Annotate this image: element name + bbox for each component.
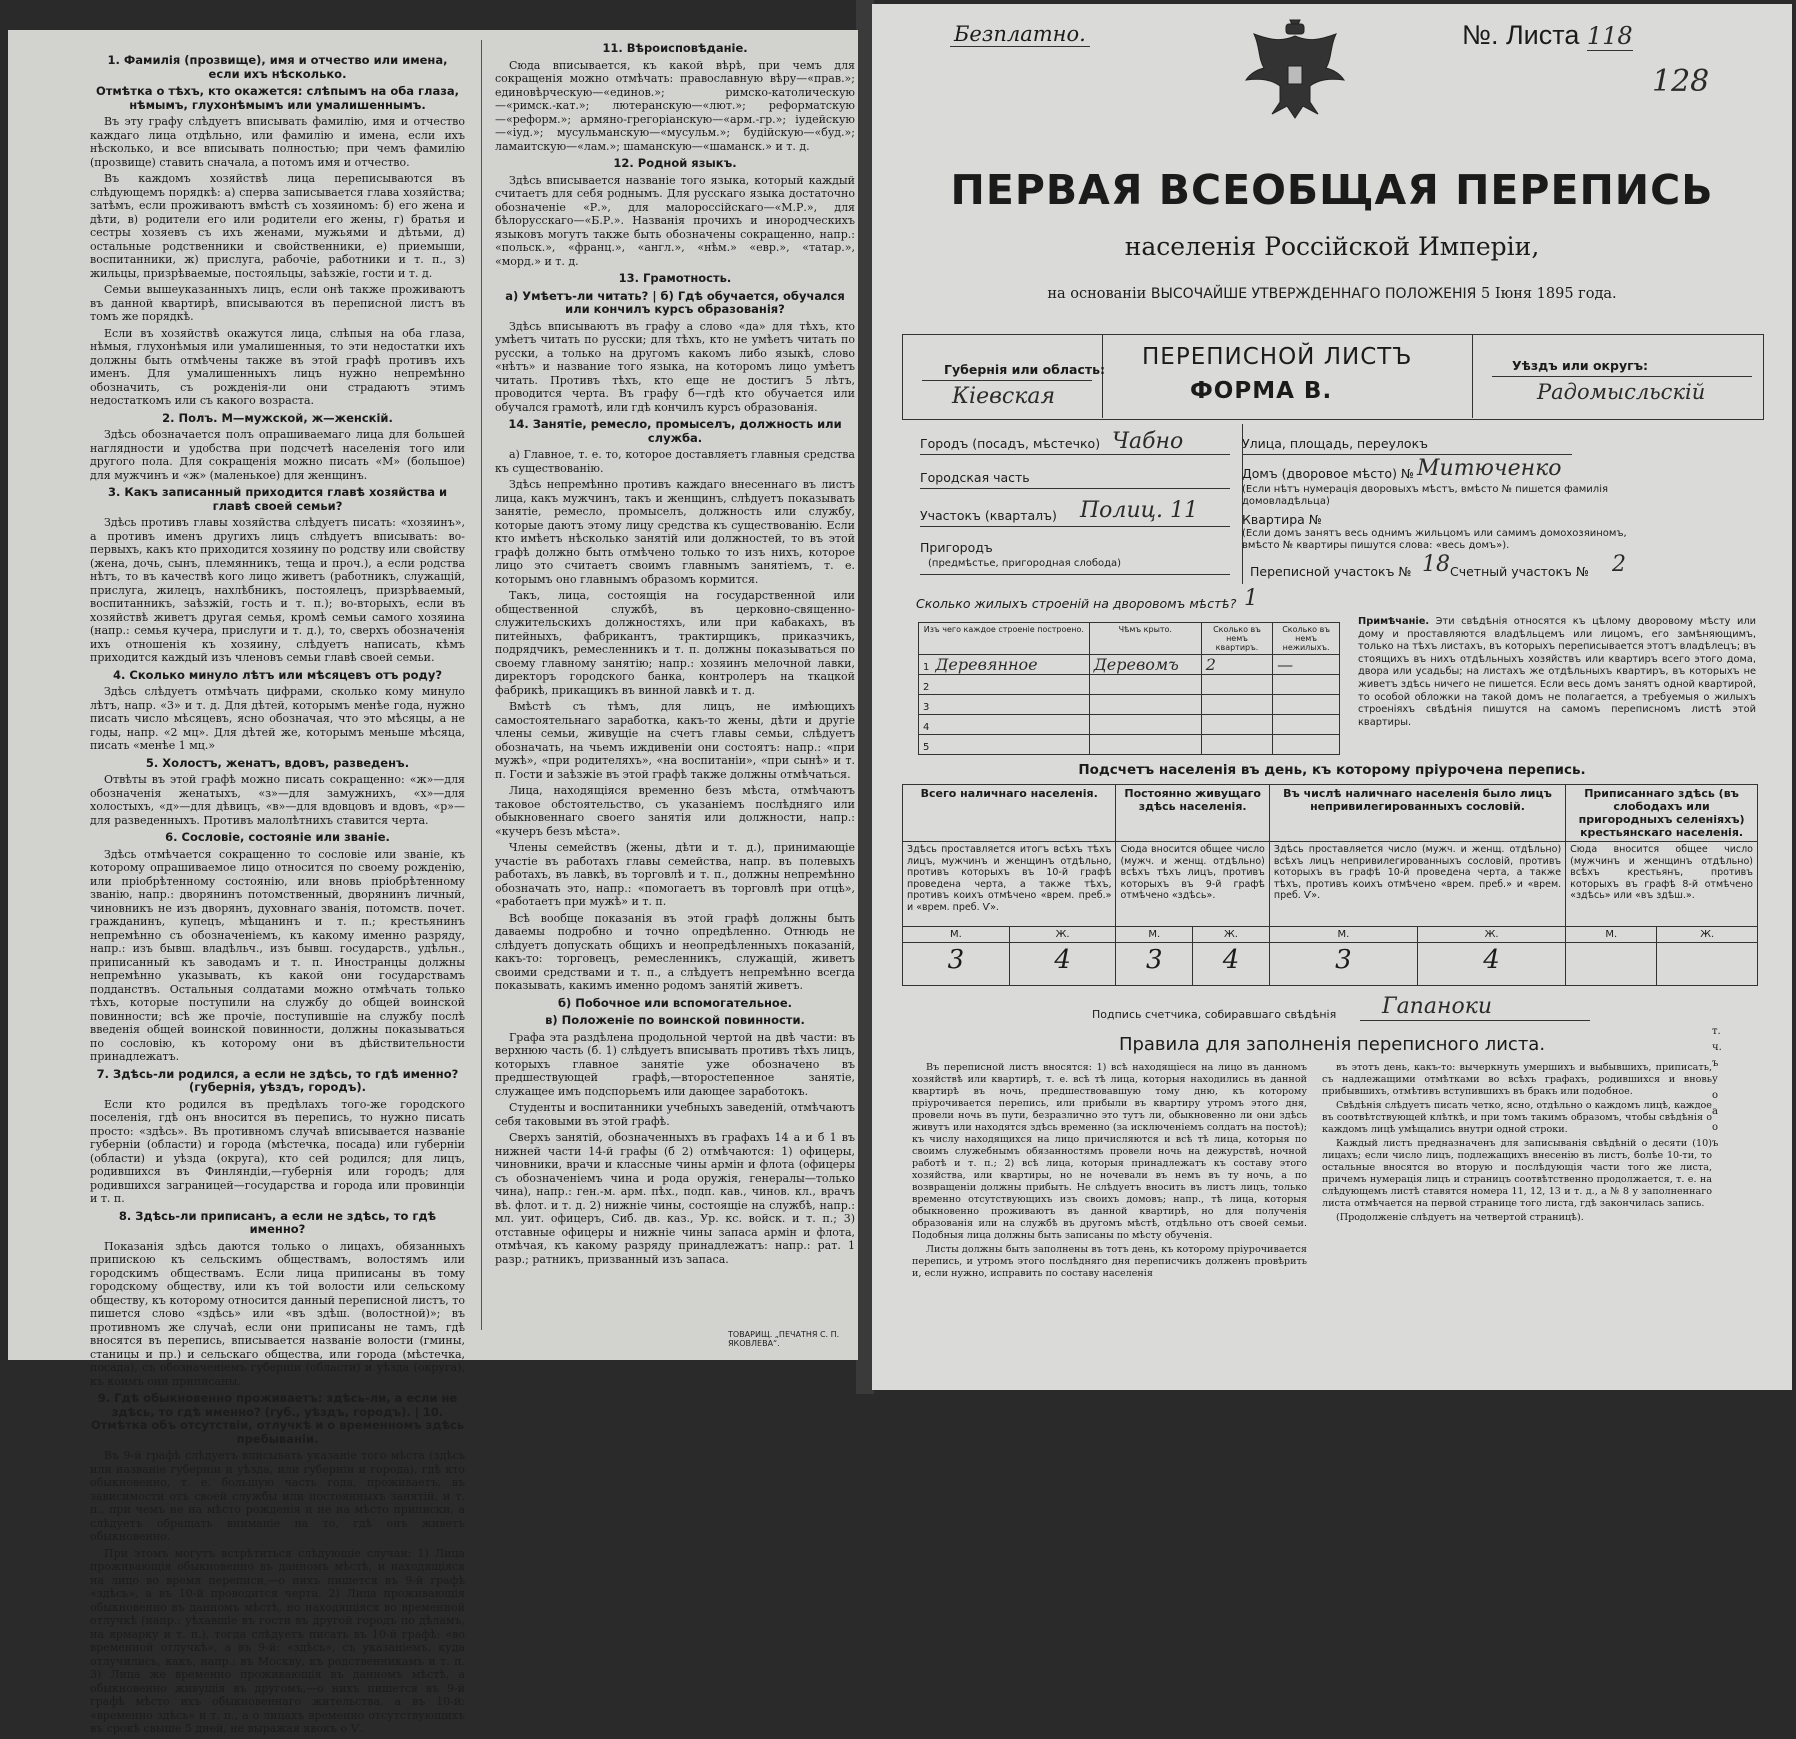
rule-paragraph: въ этотъ день, какъ-то: вычеркнуть умершихъ и выбывшихъ, приписать, съ надлежащими отмѣтками во всѣхъ графахъ, родившихся и вновь прибывшихъ, отмѣтивъ вступившихъ въ бракъ или подобное. — [1322, 1062, 1712, 1097]
city-label: Городъ (посадъ, мѣстечко) — [920, 436, 1101, 451]
instruction-paragraph: Всѣ вообще показанія въ этой графѣ должны быть даваемы подробно и точно опредѣленно. Отнюдь не слѣдуетъ допускать общихъ и неопредѣленныхъ показаній, какъ-то: торговецъ, ремесленникъ, служащій, живетъ своими средствами и т. п., а слѣдуетъ непремѣнно всегда показывать, какимъ именно родомъ занятій живетъ. — [495, 911, 855, 992]
margin-notes — [1712, 1024, 1752, 1152]
buildings-header-cell: Изъ чего каждое строеніе построено. — [919, 623, 1090, 655]
instruction-paragraph: Показанія здѣсь даются только о лицахъ, обязанныхъ припискою къ сельскимъ обществамъ, волостямъ или городскимъ обществамъ. Если лица приписаны въ тому городскому обществу, или къ той волости или сельскому обществу, къ которому относится данный переписной листъ, то пишется слово «здѣсь» или «въ здѣш. (волостной)»; въ противномъ же случаѣ, если они приписаны не тамъ, гдѣ вносятся въ перепись, вписывается названіе волости (гмины, станицы и пр.) и сельскаго общества, или города (мѣстечка, посада), съ обозначеніемъ губерніи (области) и уѣзда (округа), къ коимъ они приписаны. — [90, 1239, 465, 1388]
section-heading: 4. Сколько минуло лѣтъ или мѣсяцевъ отъ роду? — [113, 667, 442, 682]
row-number: 5 — [923, 742, 930, 753]
female-label: Ж. — [1657, 927, 1758, 943]
count-description-cell: Здѣсь проставляется итогъ всѣхъ тѣхъ лицъ, мужчинъ и женщинъ отдѣльно, противъ которыхъ въ 10-й графѣ проведена черта, а также тѣхъ, противъ коихъ отмѣчено «врем. преб.» и «врем. преб. Ѵ». — [903, 842, 1116, 927]
count-header-cell: Въ числѣ наличнаго населенія было лицъ непривилегированныхъ сословій. — [1269, 785, 1565, 842]
count-values-row — [903, 943, 1758, 986]
count-description-cell: Сюда вносится общее число (мужчинъ и женщинъ отдѣльно) всѣхъ крестьянъ, противъ которыхъ въ графѣ 8-й отмѣчено «здѣсь» или «въ здѣш.». — [1566, 842, 1758, 927]
instructions-column-1 — [90, 50, 465, 1739]
sheet-number-handwritten: 118 — [1586, 22, 1633, 50]
instruction-paragraph: Здѣсь вписывается названіе того языка, который каждый считаетъ для себя роднымъ. Для русскаго языка достаточно обозначеніе «Р.», для малороссійскаго—«М.Р.», для бѣлорусскаго—«Б.Р.». Названія прочихъ и инородческихъ языковъ могутъ также быть обозначены сокращенно, напр.: «польск.», «франц.», «англ.», «нѣм.» «евр.», «татар.», «морд.» и т. д. — [495, 173, 855, 268]
count-header-row — [903, 785, 1758, 842]
imperial-eagle-icon — [1242, 14, 1348, 124]
instruction-paragraph: Здѣсь обозначается полъ опрашиваемаго лица для большей наглядности и удобства при подсчетѣ населенія того или другого пола. Для сокращенія можно писать «М» (большое) для мужчинъ и «ж» (маленькое) для женщинъ. — [90, 428, 465, 482]
instruction-paragraph: Сюда вписывается, къ какой вѣрѣ, при чемъ для сокращенія можно отмѣчать: православную вѣру—«прав.»; единовѣрческую—«единов.»; римско-католическую—«римск.-кат.»; лютеранскую—«лют.»; реформатскую—«реформ.»; армяно-грегоріанскую—«арм.-гр.»; іудейскую—«іуд.»; мусульманскую—«мусульм.»; будійскую—«буд.»; ламаитскую—«лам.»; шаманскую—«шаманск.» и т. д. — [495, 58, 855, 153]
section-heading: 1. Фамилія (прозвище), имя и отчество или имена, если ихъ нѣсколько. — [107, 53, 448, 81]
margin-note: ъ — [1712, 1138, 1719, 1149]
precinct-value: Полиц. 11 — [1080, 498, 1198, 523]
rule-paragraph: (Продолженіе слѣдуетъ на четвертой страницѣ). — [1336, 1212, 1584, 1223]
instruction-paragraph: Графа эта раздѣлена продольной чертой на двѣ части: въ верхнюю часть (б. 1) слѣдуетъ вписывать противъ тѣхъ лицъ, которыхъ главное занятіе уже обозначено въ предшествующей графѣ,—второстепенное занятіе, служащее имъ подспорьемъ или дающее заработокъ. — [495, 1030, 855, 1098]
instruction-paragraph: Здѣсь вписываютъ въ графу а слово «да» для тѣхъ, кто умѣетъ читать по русски; для тѣхъ, кто не умѣетъ читать по русски, а только на другомъ какомъ либо языкѣ, слово «нѣтъ» и название того языка, на которомъ лицо умѣетъ читать. Противъ тѣхъ, кто еще не достигъ 5 лѣтъ, проводится черта. Въ графу б—гдѣ кто обучается или обучался грамотѣ, или гдѣ кончилъ курсъ образованія. — [495, 319, 855, 414]
precinct-underline — [920, 526, 1230, 527]
apartment-note: (Если домъ занятъ весь однимъ жильцомъ или самимъ домохозяиномъ, вмѣсто № квартиры пишутся слова: «весь домъ»). — [1242, 528, 1627, 551]
rules-title: Правила для заполненія переписного листа. — [1118, 1034, 1546, 1055]
count-district-label: Счетный участокъ № — [1450, 564, 1589, 579]
margin-note: о — [1712, 1122, 1719, 1133]
female-count: 4 — [1418, 943, 1566, 986]
street-label: Улица, площадь, переулокъ — [1242, 436, 1428, 451]
instruction-paragraph: Студенты и воспитанники учебныхъ заведеній, отмѣчаютъ себя таковыми въ этой графѣ. — [495, 1101, 855, 1128]
female-label: Ж. — [1193, 927, 1270, 943]
census-legal-basis — [872, 286, 1792, 302]
column-divider — [481, 40, 482, 1330]
house-value: Митюченко — [1417, 456, 1562, 481]
sheet-number-handwritten-2: 128 — [1652, 64, 1710, 99]
sheet-number-label: №. Листа — [1462, 20, 1580, 50]
instruction-paragraph: а) Главное, т. е. то, которое доставляетъ главныя средства къ существованію. — [495, 448, 855, 475]
row-number: 3 — [923, 702, 930, 713]
buildings-header-cell: Сколько въ немъ нежилыхъ. — [1273, 623, 1340, 655]
margin-note: о — [1712, 1090, 1719, 1101]
header-divider-right — [1472, 334, 1473, 418]
section-heading: Отмѣтка о тѣхъ, кто окажется: слѣпымъ на оба глаза, нѣмымъ, глухонѣмымъ или умалишеннымъ. — [95, 84, 460, 112]
count-district-value: 2 — [1612, 552, 1626, 577]
city-part-underline — [920, 488, 1230, 489]
instruction-paragraph: Такъ, лица, состоящія на государственной или общественной службѣ, въ церковно-священно-служительскихъ должностяхъ, или при кабакахъ, въ питейныхъ, фабрикантъ, трактирщикъ, приказчикъ, подрядчикъ, ремесленникъ и т. п. должны показываться по своему главному занятію; напр.: хозяинъ мелочной лавки, директоръ городского банка, контролеръ на ткацкой фабрикѣ, прикащикъ въ винной лавкѣ и т. д. — [495, 589, 855, 697]
sheet-number — [1462, 20, 1633, 51]
buildings-table — [918, 622, 1340, 755]
section-heading: 9. Гдѣ обыкновенно проживаетъ: здѣсь-ли, а если не здѣсь, то гдѣ именно? (губ., уѣздъ, городъ). | 10. Отмѣтка объ отсутствіи, отлучкѣ и о временномъ здѣсь пребываніи. — [90, 1391, 465, 1446]
rule-paragraph: Свѣдѣнія слѣдуетъ писать четко, ясно, отдѣльно о каждомъ лицѣ, каждое въ соотвѣтствующей клѣткѣ, и при томъ такимъ образомъ, чтобы свѣдѣнія о каждомъ лицѣ умѣщались внутри одной строки. — [1322, 1100, 1712, 1135]
buildings-header-cell: Сколько въ немъ квартиръ. — [1201, 623, 1272, 655]
buildings-note — [1358, 616, 1756, 729]
basis-suffix: 5 Іюня 1895 года. — [1481, 286, 1617, 302]
section-heading: а) Умѣетъ-ли читать? | б) Гдѣ обучается, обучался или кончилъ курсъ образованія? — [505, 288, 845, 316]
section-heading: 13. Грамотность. — [618, 271, 732, 285]
section-heading: 5. Холостъ, женатъ, вдовъ, разведенъ. — [145, 755, 410, 770]
margin-note: у — [1712, 1074, 1718, 1085]
buildings-cell-roof: Деревомъ — [1093, 655, 1179, 674]
street-underline — [1242, 454, 1572, 455]
section-heading: 3. Какъ записанный приходится главѣ хозяйства и главѣ своей семьи? — [107, 485, 448, 513]
male-label: М. — [1566, 927, 1657, 943]
instruction-paragraph: Здѣсь противъ главы хозяйства слѣдуетъ писать: «хозяинъ», а противъ именъ другихъ лицъ слѣдуетъ вписывать: во-первыхъ, какъ кто приходится хозяину по родству или свойству (жена, дочь, сынъ, племянникъ, теща и проч.), а если родства нѣтъ, то въ качествѣ кого лицо живетъ (работникъ, служащій, прислуга, жилецъ, нахлѣбникъ, постоялецъ, призрѣваемый, воспитанникъ, заѣзжій, гость и т. п.); во-вторыхъ, если въ хозяйствѣ живетъ другая семья, кромѣ семьи самого хозяина (напр.: семья кучера, прислуги и т. д.), то, сверхъ обозначенія ихъ отношенія къ хозяину, слѣдуетъ написать, кѣмъ приходится каждый изъ членовъ семьи главѣ своей семьи. — [90, 516, 465, 664]
count-description-row — [903, 842, 1758, 927]
province-label: Губернія или область: — [944, 362, 1106, 377]
province-underline — [922, 380, 1092, 381]
population-count-table — [902, 784, 1758, 986]
instruction-paragraph: Лица, находящіяся временно безъ мѣста, отмѣчаютъ таковое обстоятельство, съ указаніемъ послѣдняго или обыкновеннаго своего занятія или должности, напр.: «кучеръ безъ мѣста». — [495, 784, 855, 838]
section-heading: 8. Здѣсь-ли приписанъ, а если не здѣсь, то гдѣ именно? — [118, 1208, 437, 1236]
section-heading: 14. Занятіе, ремесло, промыселъ, должность или служба. — [508, 417, 842, 445]
signature-value: Гапаноки — [1382, 994, 1493, 1019]
signature-underline — [1360, 1020, 1590, 1021]
section-heading: б) Побочное или вспомогательное. — [557, 995, 792, 1010]
section-heading: 11. Вѣроисповѣданіе. — [602, 41, 748, 55]
male-label: М. — [1116, 927, 1193, 943]
instruction-paragraph: Отвѣты въ этой графѣ можно писать сокращенно: «ж»—для обозначенія женатыхъ, «з»—для замужнихъ, «х»—для холостыхъ, «д»—для дѣвицъ, «в»—для вдовцовъ и вдовъ, «р»—для разведенныхъ. Противъ малолѣтнихъ ставится черта. — [90, 773, 465, 827]
buildings-label: Сколько жилыхъ строеній на дворовомъ мѣстѣ? — [916, 596, 1237, 611]
table-row — [919, 695, 1340, 715]
female-count — [1657, 943, 1758, 986]
instruction-paragraph: Здѣсь непремѣнно противъ каждаго внесеннаго въ листъ лица, какъ мужчинъ, такъ и женщинъ, слѣдуетъ показывать занятіе, ремесло, промыселъ, должность или службу, которые даютъ этому лицу средства къ существованію. Если кто имѣетъ нѣсколько занятій или должностей, то въ этой графѣ должно быть отмѣчено только то изъ нихъ, которое лицо это считаетъ своимъ главнымъ занятіемъ, т. е. которымъ оно главнымъ образомъ кормится. — [495, 478, 855, 586]
district-label: Уѣздъ или округъ: — [1512, 358, 1649, 373]
instruction-paragraph: Если въ хозяйствѣ окажутся лица, слѣпыя на оба глаза, нѣмыя, глухонѣмыя или умалишенныя, то эти недостатки ихъ должны быть отмѣчены также въ этой графѣ противъ ихъ именъ. Для умалишенныхъ лицъ нужно непремѣнно обозначить, съ рожденія-ли они страдаютъ этимъ недостаткомъ или съ какого возраста. — [90, 326, 465, 407]
city-underline — [920, 454, 1230, 455]
buildings-note-title: Примѣчаніе. — [1358, 616, 1430, 627]
buildings-header-row — [919, 623, 1340, 655]
house-note: (Если нѣтъ нумерація дворовыхъ мѣстъ, вмѣсто № пишется фамилія домовладѣльца) — [1242, 484, 1608, 507]
city-value: Чабно — [1112, 429, 1184, 454]
census-subtitle: населенія Россійской Имперіи, — [1124, 232, 1540, 261]
buildings-header-cell: Чѣмъ крыто. — [1089, 623, 1201, 655]
buildings-cell-apts: 2 — [1205, 655, 1216, 674]
rule-paragraph: Каждый листъ предназначенъ для записыванія свѣдѣній о десяти (10) лицахъ; если число лицъ, подлежащихъ внесенію въ листъ, болѣе 10-ти, то остальные вносятся во вторую и послѣдующія части того же листа, причемъ нумерація лицъ и страницъ соотвѣтственно продолжается, т. е. на слѣдующемъ листѣ ставятся номера 11, 12, 13 и т. д., а № 8 у заполненнаго листа отмѣчается на первой странице того листа, гдѣ закончилась запись. — [1322, 1138, 1712, 1209]
margin-note: а — [1712, 1106, 1718, 1117]
free-of-charge-label: Безплатно. — [950, 22, 1090, 47]
suburb-underline — [920, 574, 1230, 575]
printer-imprint: ТОВАРИЩ. „ПЕЧАТНЯ С. П. ЯКОВЛЕВА“. — [728, 1330, 840, 1348]
suburb-note: (предмѣстье, пригородная слобода) — [928, 558, 1122, 569]
instruction-paragraph: Члены семействъ (жены, дѣти и т. д.), принимающіе участіе въ работахъ главы семейства, напр. въ полевыхъ работахъ, въ лавкѣ, въ торговлѣ и т. п., должны непремѣнно обозначать это, напр.: «помогаетъ въ торговлѣ при отцѣ», «работаетъ при мужѣ» и т. п. — [495, 841, 855, 908]
section-heading: 2. Полъ. М—мужской, ж—женскій. — [162, 410, 393, 425]
instruction-paragraph: Вмѣстѣ съ тѣмъ, для лицъ, не имѣющихъ самостоятельнаго заработка, какъ-то жены, дѣти и другіе члены семьи, живущіе на счетъ главы семьи, слѣдуетъ обозначать, на чьемъ иждивеніи они состоятъ: напр.: «при мужѣ», «при родителяхъ», «на воспитаніи», «при сынѣ» и т. п. Гости и заѣзжіе въ этой графѣ также должны отмѣчаться. — [495, 700, 855, 781]
instruction-paragraph: Семьи вышеуказанныхъ лицъ, если онѣ также проживаютъ въ данной квартирѣ, вписываются въ переписной листъ въ томъ же порядкѣ. — [90, 283, 465, 323]
female-count: 4 — [1193, 943, 1270, 986]
form-subtitle: ФОРМА В. — [1190, 378, 1333, 404]
buildings-note-text: Эти свѣдѣнія относятся къ цѣлому дворовому мѣсту или дому и проставляются владѣльцемъ или лицомъ, его замѣняющимъ, только на тѣхъ листахъ, въ которыхъ переписывается этотъ владѣлецъ; въ стоящихъ въ нихъ отдѣльныхъ хозяйствъ или квартиръ всего этого дома, двора или усадьбы; на листахъ же отдѣльныхъ квартиръ, въ которыхъ не живетъ здѣсь ничего не пишется. Если весь домъ занятъ одной квартирой, то особой обложки на такой домъ не полагается, а требуемыя о жилыхъ строеніяхъ свѣдѣнія пишутся на самомъ переписномъ листѣ этой квартиры. — [1358, 616, 1756, 728]
sex-label-row — [903, 927, 1758, 943]
margin-note: ч. — [1712, 1042, 1722, 1053]
count-header-cell: Всего наличнаго населенія. — [903, 785, 1116, 842]
table-row — [919, 675, 1340, 695]
female-label: Ж. — [1009, 927, 1116, 943]
margin-note: ъ — [1712, 1058, 1719, 1069]
male-count: 3 — [1116, 943, 1193, 986]
instruction-paragraph: Въ каждомъ хозяйствѣ лица переписываются въ слѣдующемъ порядкѣ: а) сперва записывается глава хозяйства; затѣмъ, если проживаютъ вмѣстѣ съ хозяиномъ: б) его жена и дѣти, в) родители его или родители его жены, г) братья и сестры хозяевъ съ ихъ женами, мужьями и дѣтьми, д) остальные родственники и свойственники, е) приемыши, воспитанники, ж) прислуга, рабочіе, работники и т. п., з) жильцы, призрѣваемые, постояльцы, заѣзжіе, гости и т. д. — [90, 172, 465, 280]
male-count: 3 — [903, 943, 1010, 986]
rules-column-left — [912, 1062, 1307, 1282]
male-label: М. — [1269, 927, 1417, 943]
count-description-cell: Сюда вносится общее число (мужч. и женщ. отдѣльно) всѣхъ тѣхъ лицъ, противъ которыхъ въ 9-й графѣ отмѣчено «здѣсь». — [1116, 842, 1269, 927]
instruction-paragraph: Здѣсь отмѣчается сокращенно то сословіе или званіе, къ которому опрашиваемое лицо относится по своему рожденію, или пріобрѣтенному состоянію, или вновь пріобрѣтенному званію, напр.: дворянинъ потомственный, дворянинъ личный, чиновникъ не изъ дворянъ, духовнаго званія, потомств. почет. гражданинъ, купецъ, мѣщанинъ и т. п.; крестьянинъ непремѣнно съ обозначеніемъ, къ какому именно разряду, напр.: изъ бывш. владѣльч., изъ бывш. государств., удѣльн., приписанный къ заводамъ и т. п. Иностранцы должны непремѣнно указывать, къ какой они государствамъ подданствъ. Остальныя солдатами можно отмѣчать только тѣхъ, которые поступили на службу до общей воинской повинности; всѣ же прочіе, поступившіе на службу послѣ введенія общей воинской повинности, должны показываться по сословію, къ которому они въ дѣйствительности принадлежатъ. — [90, 847, 465, 1063]
suburb-label: Пригородъ — [920, 540, 993, 555]
instructions-column-2 — [495, 38, 855, 1269]
census-district-label: Переписной участокъ № — [1250, 564, 1412, 579]
right-page-census-form — [872, 4, 1792, 1390]
instruction-paragraph: Сверхъ занятій, обозначенныхъ въ графахъ 14 а и б 1 въ нижней части 14-й графы (б 2) отмѣчаются: 1) офицеры, чиновники, врачи и классные чины армін и флота (офицеры съ обозначеніемъ чина и рода оружія, генералы—только чина), напр.: ген.-м. арм. пѣх., подп. кав., чинов. кл., врачъ вѣ. флот. и т. д. 2) нижніе чины, состоящіе на службѣ, напр.: мл. уит. офицеръ, Сиб. дв. каз., Ур. кс. войск. и т. п.; 3) отставные офицеры и нижніе чины запаса армін и флота, отмѣчая, къ какому разряду принадлежатъ: напр.: рат. 1 разр.; ратникъ, призванный изъ запаса. — [495, 1131, 855, 1266]
section-heading: 6. Сословіе, состояніе или званіе. — [165, 830, 390, 844]
population-count-title: Подсчетъ населенія въ день, къ которому пріурочена перепись. — [1078, 762, 1586, 778]
province-value: Кіевская — [952, 384, 1056, 409]
row-number: 4 — [923, 722, 930, 733]
buildings-cell-uninh: — — [1277, 655, 1294, 674]
rule-paragraph: Въ переписной листъ вносятся: 1) всѣ находящіеся на лицо въ данномъ хозяйствѣ или квартирѣ, т. е. всѣ тѣ лица, которыя находились въ данной квартирѣ въ ночь, предшествовавшую тому дню, къ которому пріурочивается перепись, или прибыли въ квартиру утромъ этого дня, провели ночь въ пути, безразлично это тутъ ли, обыкновенно ли они здѣсь живутъ или находятся здѣсь временно (за исключеніемъ солдатъ на постоѣ); къ числу находящихся на лицо причисляются и всѣ тѣ лица, которыя по своимъ служебнымъ обязанностямъ провели ночь на дежурствѣ, ночной работѣ и т. п.; 2) всѣ лица, которыя принадлежатъ къ составу этого хозяйства, или квартиры, но не ночевали въ немъ въ ту ночь, а по возвращеніи должны прибыть. Не слѣдуетъ вносить въ листъ лицъ, только временно отсутствующихъ изъ своихъ домовъ; напр., тѣ лица, которыя обыкновенно проживаютъ въ данной квартирѣ, но для полученія образованія или на службѣ въ другомъ мѣстѣ, отдѣльно отъ своей семьи. Подобныя лица должны быть записаны по мѣсту обученія. — [912, 1062, 1307, 1241]
form-title: ПЕРЕПИСНОЙ ЛИСТЪ — [1142, 344, 1413, 370]
census-title: ПЕРВАЯ ВСЕОБЩАЯ ПЕРЕПИСЬ — [950, 166, 1714, 214]
male-count: 3 — [1269, 943, 1417, 986]
city-part-label: Городская часть — [920, 470, 1030, 485]
left-page-instructions — [8, 30, 858, 1735]
basis-caps: ВЫСОЧАЙШЕ УТВЕРЖДЕННАГО ПОЛОЖЕНІЯ — [1150, 286, 1477, 302]
margin-note: т. — [1712, 1026, 1721, 1037]
row-number: 1 — [923, 662, 930, 673]
census-district-value: 18 — [1422, 552, 1450, 577]
section-heading: 12. Родной языкъ. — [613, 156, 737, 170]
count-header-cell: Постоянно живущаго здѣсь населенія. — [1116, 785, 1269, 842]
section-heading: в) Положеніе по воинской повинности. — [545, 1013, 805, 1027]
section-heading: 7. Здѣсь-ли родился, а если не здѣсь, то гдѣ именно? (губернія, уѣздъ, городъ). — [96, 1066, 459, 1094]
buildings-value: 1 — [1244, 586, 1258, 611]
signature-label: Подпись счетчика, собиравшаго свѣдѣнія — [1092, 1008, 1337, 1021]
basis-prefix: на основаніи — [1047, 286, 1147, 302]
house-label: Домъ (дворовое мѣсто) № — [1242, 466, 1414, 481]
buildings-cell-material: Деревянное — [935, 655, 1038, 674]
female-count: 4 — [1009, 943, 1116, 986]
rules-column-right — [1322, 1062, 1712, 1226]
male-label: М. — [903, 927, 1010, 943]
district-value: Радомысльскій — [1537, 380, 1706, 404]
table-row — [919, 715, 1340, 735]
instruction-paragraph: При этомъ могутъ встрѣтиться слѣдующіе случаи: 1) Лица проживающія обыкновенно въ данномъ мѣстѣ, и находящіяся на лицо во время переписи,—о нихъ пишется въ 9-й графѣ «здѣсь», а въ 10-й проводится черта. 2) Лица проживающія обыкновенно въ данномъ мѣстѣ, но находящіяся во временной отлучкѣ (напр.: уѣхавшіе въ гости въ другой городъ по дѣламъ, на ярмарку и т. п.), тогда слѣдуетъ писать въ 10-й графѣ: «во временной отлучкѣ», а въ 9-й: «здѣсь», съ указаніемъ, куда отлучились, какъ, напр.: въ Москву, къ родственникамъ и т. п. 3) Лица же временно проживающія въ данномъ мѣстѣ, а обыкновенно живущія въ другомъ,—о нихъ пишется въ 9-й графѣ мѣсто ихъ обыкновеннаго жительства, а въ 10-й: «временно здѣсь» и т. п., а о лицахъ временно отсутствующихъ въ срокѣ свыше 5 дней, не выражая явокъ о Ѵ. — [90, 1546, 465, 1735]
rule-paragraph: Листы должны быть заполнены въ тотъ день, къ которому пріурочивается перепись, и утромъ этого послѣдняго дня переписчикъ долженъ провѣрить и, если нужно, исправить по составу населенія — [912, 1244, 1307, 1279]
male-count — [1566, 943, 1657, 986]
instruction-paragraph: Здѣсь слѣдуетъ отмѣчать цифрами, сколько кому минуло лѣтъ, напр. «3» и т. д. Для дѣтей, которымъ менѣе года, нужно писать число мѣсяцевъ, ясно обозначая, что это мѣсяцы, а не годы, напр. «2 мц». Для дѣтей же, которымъ меньше мѣсяца, писать «менѣе 1 мц.» — [90, 685, 465, 752]
instruction-paragraph: Если кто родился въ предѣлахъ того-же городского поселенія, гдѣ онъ вносится въ перепись, то нужно писать просто: «здѣсь». Въ противномъ случаѣ вписывается названіе губерніи (области) и города (мѣстечка, посада) или губерніи (области) и уѣзда (округа), кто сей родился; для лицъ, родившихся въ Финляндіи,—губернія или городъ; для родившихся заграницей—государства и города или провинціи и т. п. — [90, 1097, 465, 1205]
table-row — [919, 655, 1340, 675]
table-row — [919, 735, 1340, 755]
instruction-paragraph: Въ 9-й графѣ слѣдуетъ вписывать указаніе того мѣста (здѣсь или названіе губерніи и уѣзда, или губерніи и города), гдѣ кто обыкновенно, т. е. большую часть года, проживаетъ, въ зависимости отъ своей службы или постоянныхъ занятій, и т. п., при чемъ не на мѣсто рожденія и не на мѣсто приписки, а слѣдуетъ обращать вниманіе на то, гдѣ онъ живетъ обыкновенно. — [90, 1449, 465, 1543]
count-description-cell: Здѣсь проставляется число (мужч. и женщ. отдѣльно) всѣхъ лицъ непривилегированныхъ сословій, противъ которыхъ въ графѣ 10-й проведена черта, а также тѣхъ, противъ коихъ отмѣчено «врем. преб.» и «врем. преб. Ѵ». — [1269, 842, 1565, 927]
district-underline — [1492, 376, 1752, 377]
apartment-label: Квартира № — [1242, 512, 1322, 527]
instruction-paragraph: Въ эту графу слѣдуетъ вписывать фамилію, имя и отчество каждаго лица отдѣльно, или фамилію и имена, если ихъ нѣсколько, и все вписывать полностью; при чемъ фамилію (прозвище) ставить сначала, а потомъ имя и отчество. — [90, 115, 465, 169]
row-number: 2 — [923, 682, 930, 693]
female-label: Ж. — [1418, 927, 1566, 943]
count-header-cell: Приписаннаго здѣсь (въ слободахъ или пригородныхъ селеніяхъ) крестьянскаго населенія. — [1566, 785, 1758, 842]
precinct-label: Участокъ (кварталъ) — [920, 508, 1057, 523]
